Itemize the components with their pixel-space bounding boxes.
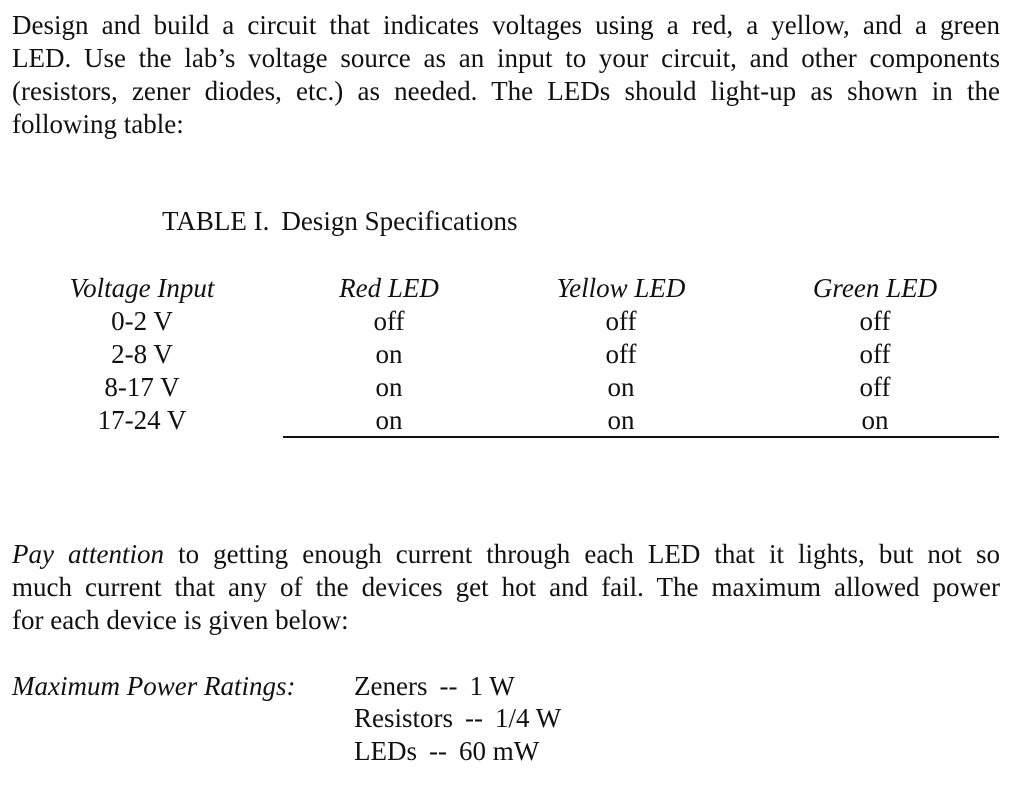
rating-value: 60 mW [458, 736, 540, 766]
rating-separator: -- [439, 671, 458, 701]
yellow-led-cell: on [607, 405, 635, 435]
table-row [0, 338, 1024, 371]
attention-line1-rest: to getting enough current through each LED that it lights, but not so [164, 539, 1000, 569]
yellow-led-cell: on [607, 372, 635, 402]
attention-paragraph [12, 538, 1000, 637]
table-caption [162, 205, 518, 238]
table-header-row [0, 272, 1024, 305]
green-led-cell: off [859, 306, 891, 336]
rating-item [354, 702, 561, 735]
table-row [0, 404, 1024, 437]
rating-device: LEDs [354, 736, 417, 766]
voltage-cell: 8-17 V [104, 372, 180, 402]
intro-line: following table: [12, 109, 184, 139]
green-led-cell: off [859, 372, 891, 402]
yellow-led-cell: off [605, 306, 637, 336]
table-caption-number: TABLE I. [162, 206, 270, 236]
rating-device: Zeners [354, 671, 428, 701]
header-voltage-input: Voltage Input [69, 273, 215, 303]
rating-value: 1/4 W [495, 703, 562, 733]
ratings-label: Maximum Power Ratings: [12, 671, 296, 701]
intro-line: Design and build a circuit that indicates voltages using a red, a yellow, and a green [12, 10, 1000, 40]
green-led-cell: off [859, 339, 891, 369]
table-row [0, 371, 1024, 404]
intro-line: (resistors, zener diodes, etc.) as needed. The LEDs should light-up as shown in the [12, 76, 1000, 106]
design-spec-table [0, 272, 1024, 437]
red-led-cell: off [373, 306, 405, 336]
red-led-cell: on [375, 339, 403, 369]
rating-separator: -- [465, 703, 483, 733]
rating-device: Resistors [354, 703, 454, 733]
rating-separator: -- [429, 736, 447, 766]
attention-emphasis: Pay attention [12, 539, 165, 569]
rating-item [354, 735, 539, 768]
voltage-cell: 0-2 V [111, 306, 173, 336]
table-row [0, 305, 1024, 338]
red-led-cell: on [375, 372, 403, 402]
intro-line: LED. Use the lab’s voltage source as an input to your circuit, and other components [12, 43, 1000, 73]
attention-line: much current that any of the devices get hot and fail. The maximum allowed power [12, 572, 1000, 602]
table-caption-title: Design Specifications [281, 206, 518, 236]
intro-paragraph [12, 9, 1000, 141]
table-bottom-rule [283, 436, 999, 438]
green-led-cell: on [861, 405, 889, 435]
attention-line [12, 538, 1000, 571]
rating-item [354, 670, 515, 703]
header-red-led: Red LED [339, 273, 439, 303]
header-yellow-led: Yellow LED [556, 273, 686, 303]
header-green-led: Green LED [812, 273, 938, 303]
rating-value: 1 W [469, 671, 515, 701]
voltage-cell: 2-8 V [111, 339, 173, 369]
red-led-cell: on [375, 405, 403, 435]
voltage-cell: 17-24 V [97, 405, 187, 435]
attention-line: for each device is given below: [12, 605, 349, 635]
yellow-led-cell: off [605, 339, 637, 369]
